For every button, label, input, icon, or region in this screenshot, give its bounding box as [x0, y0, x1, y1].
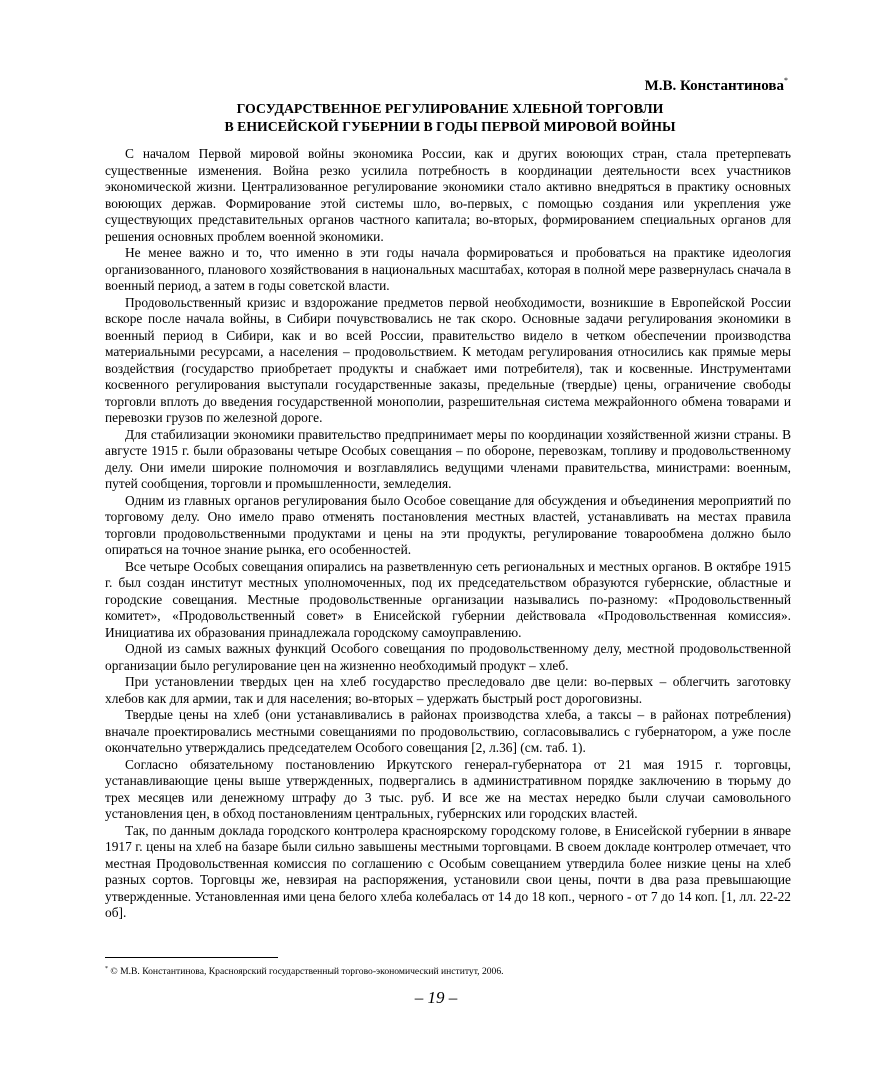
- title-line-2: В ЕНИСЕЙСКОЙ ГУБЕРНИИ В ГОДЫ ПЕРВОЙ МИРОВОЙ ВОЙНЫ: [224, 119, 676, 134]
- footnote-text: © М.В. Константинова, Красноярский государственный торгово-экономический институт, 2006.: [110, 966, 504, 977]
- footnote-divider: [105, 957, 278, 958]
- article-title: [100, 100, 800, 136]
- paragraph: Согласно обязательному постановлению Иркутского генерал-губернатора от 21 мая 1915 г. торговцы, устанавливающие цены выше утвержденных, подвергались в административном порядке заключению в тюрьму до трех месяцев или денежному штрафу до 3 тыс. руб. И все же на местах нередко были случаи самовольного установления цен, в обход постановлениям центральных, губернских или городских властей.: [105, 756, 791, 821]
- paragraph: Так, по данным доклада городского контролера красноярскому городскому голове, в Енисейской губернии в январе 1917 г. цены на хлеб на базаре были сильно завышены местными торговцами. В своем докладе контролер отмечает, что местная Продовольственная комиссия по соглашению с Особым совещанием утвердила более низкие цены на хлеб разных сортов. Торговцы же, невзирая на распоряжения, установили свои цены, почти в два раза превышающие утвержденные. Установленная ими цена белого хлеба колебалась от 14 до 18 коп., черного - от 7 до 14 коп. [1, лл. 22-22 об].: [105, 822, 791, 920]
- paragraph: Не менее важно и то, что именно в эти годы начала формироваться и пробоваться на практике идеология организованного, планового хозяйствования в национальных масштабах, которая в полной мере развернулась сначала в военный период, а затем в годы советской власти.: [105, 245, 791, 293]
- footnote: [105, 963, 791, 978]
- article-body: [105, 146, 791, 922]
- paragraph: Все четыре Особых совещания опирались на разветвленную сеть региональных и местных органов. В октябре 1915 г. был создан институт местных уполномоченных, под их председательством образуются губернские, областные и городские совещания. Местные продовольственные организации назывались по-разному: «Продовольственный комитет», «Продовольственный совет» в Енисейской губернии действовала «Продовольственная комиссия». Инициатива их образования принадлежала городскому самоуправлению.: [105, 558, 791, 640]
- author-footnote-mark: *: [784, 76, 788, 85]
- paragraph: Твердые цены на хлеб (они устанавливались в районах производства хлеба, а таксы – в районах потребления) вначале проектировались местными совещаниями по продовольствию, согласовывались с губернатором, а уже после окончательно утверждались председателем Особого совещания [2, л.36] (см. таб. 1).: [105, 707, 791, 755]
- page-number: – 19 –: [414, 988, 458, 1007]
- author-name-text: М.В. Константинова: [644, 78, 784, 94]
- title-line-1: ГОСУДАРСТВЕННОЕ РЕГУЛИРОВАНИЕ ХЛЕБНОЙ ТОРГОВЛИ: [236, 101, 664, 116]
- author-name: [645, 72, 788, 95]
- paragraph: Одним из главных органов регулирования было Особое совещание для обсуждения и объединения мероприятий по торговому делу. Оно имело право отменять постановления местных властей, устанавливать на местах правила торговли продовольственными продуктами и цены на эти продукты, регулирование товарообмена должно было опираться на точное знание рынка, его особенностей.: [105, 492, 791, 557]
- paragraph: Продовольственный кризис и вздорожание предметов первой необходимости, возникшие в Европейской России вскоре после начала войны, в Сибири почувствовались не так скоро. Основные задачи регулирования экономики в военный период в Сибири, как и во всей России, правительство видело в четком обеспечении производства материальными ресурсами, а населения – продовольствием. К методам регулирования относились как прямые меры воздействия (государство приобретает продукты и снабжает ими потребителя), так и косвенные. Инструментами косвенного регулирования выступали государственные заказы, предельные (твердые) цены, ограничение свободы торговли вплоть до введения государственной монополии, разрешительная система межрайонного обмена товарами и перевозки грузов по железной дороге.: [105, 294, 791, 425]
- paragraph: С началом Первой мировой войны экономика России, как и других воюющих стран, стала претерпевать существенные изменения. Война резко усилила потребность в координации деятельности всех участников экономической жизни. Централизованное регулирование экономики стало активно внедряться в практику основных воюющих держав. Формирование этой системы шло, во-первых, с помощью создания или укрепления уже существующих представительных органов частного капитала; во-вторых, формированием специальных органов для решения основных проблем военной экономики.: [105, 146, 791, 244]
- footnote-mark: *: [105, 966, 108, 972]
- paragraph: Для стабилизации экономики правительство предпринимает меры по координации хозяйственной жизни страны. В августе 1915 г. были образованы четыре Особых совещания – по обороне, перевозкам, топливу и продовольственному делу. Они имели широкие полномочия и возглавлялись ведущими членами правительства, министрами: военным, путей сообщения, торговли и промышленности, земледелия.: [105, 426, 791, 491]
- paragraph: Одной из самых важных функций Особого совещания по продовольственному делу, местной продовольственной организации было регулирование цен на жизненно необходимый продукт – хлеб.: [105, 641, 791, 673]
- paragraph: При установлении твердых цен на хлеб государство преследовало две цели: во-первых – облегчить заготовку хлебов как для армии, так и для населения; во-вторых – удержать быстрый рост дороговизны.: [105, 674, 791, 706]
